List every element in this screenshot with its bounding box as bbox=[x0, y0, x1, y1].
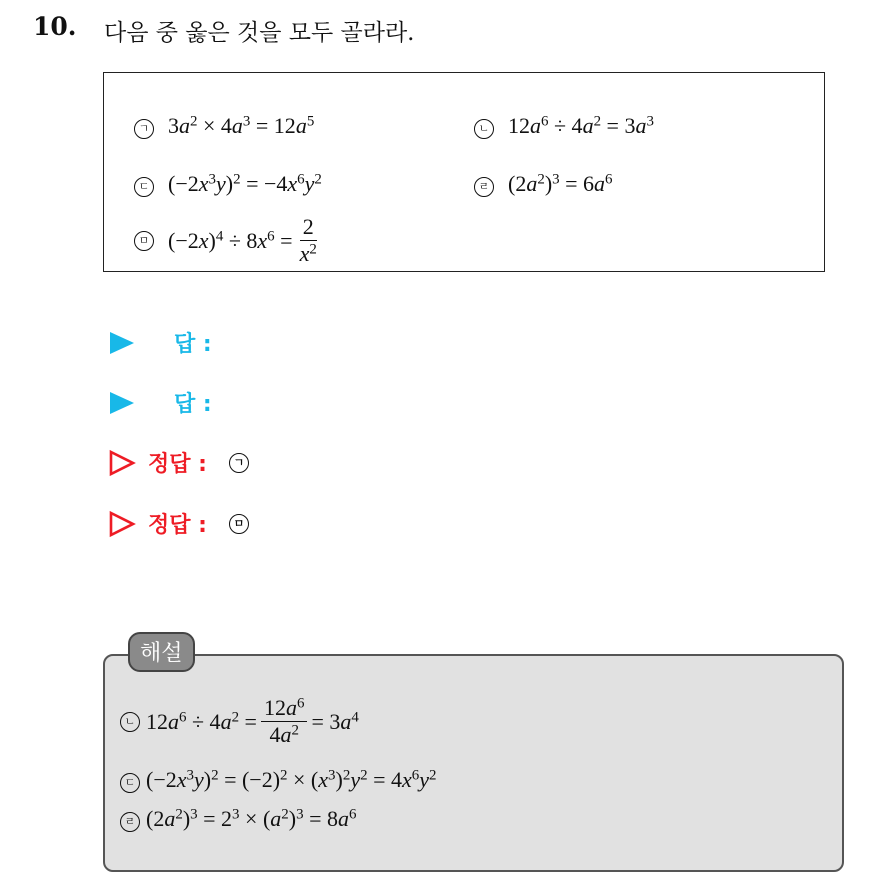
answer-row-2 bbox=[108, 387, 212, 418]
solution-line-3-text: $(2a^2)^3 = 2^3 \times (a^2)^3 = 8a^6$ bbox=[146, 806, 357, 831]
correct-answer-row-2 bbox=[108, 508, 263, 539]
choice-d-mark: ㄹ bbox=[474, 177, 494, 197]
solution-tab: 해설 bbox=[128, 632, 195, 672]
solution-line-1-text: $12a^6 \div 4a^2$ = bbox=[146, 708, 257, 734]
correct-answer-value: ㅁ bbox=[229, 514, 249, 534]
choice-e-text: $(-2x)^4 \div 8x^6$ = bbox=[168, 227, 293, 253]
correct-answer-row-1 bbox=[108, 447, 263, 478]
choice-e bbox=[134, 215, 324, 266]
choice-c bbox=[134, 171, 322, 197]
choice-d-text: $(2a^2)^3 = 6a^6$ bbox=[508, 171, 613, 196]
solution-box bbox=[103, 654, 844, 872]
choice-c-text: $(-2x^3y)^2 = -4x^6y^2$ bbox=[168, 171, 322, 196]
solution-line-1-mark: ㄴ bbox=[120, 712, 140, 732]
answer-label: 답 : bbox=[174, 332, 212, 357]
answer-row-1 bbox=[108, 327, 212, 358]
solution-line-1-fraction: $\frac{12a^6}{4a^2}$ bbox=[261, 696, 307, 747]
answer-label: 답 : bbox=[174, 392, 212, 417]
choice-c-mark: ㄷ bbox=[134, 177, 154, 197]
play-arrow-icon bbox=[110, 392, 134, 414]
correct-answer-label: 정답 : bbox=[148, 452, 207, 477]
solution-line-3 bbox=[120, 806, 356, 832]
outline-arrow-icon bbox=[108, 510, 136, 538]
solution-line-2-text: $(-2x^3y)^2 = (-2)^2 \times (x^3)^2y^2 = 4x^6y^2$ bbox=[146, 767, 437, 792]
question-number: 10. bbox=[33, 12, 77, 41]
solution-line-2-mark: ㄷ bbox=[120, 773, 140, 793]
choice-a-text: $3a^2 \times 4a^3 = 12a^5$ bbox=[168, 113, 315, 138]
solution-line-1 bbox=[120, 696, 359, 747]
choices-box bbox=[103, 72, 825, 272]
solution-line-2 bbox=[120, 767, 436, 793]
correct-answer-label: 정답 : bbox=[148, 513, 207, 538]
correct-answer-value: ㄱ bbox=[229, 453, 249, 473]
play-arrow-icon bbox=[110, 332, 134, 354]
outline-arrow-icon bbox=[108, 449, 136, 477]
choice-e-mark: ㅁ bbox=[134, 231, 154, 251]
choice-b bbox=[474, 113, 654, 139]
choice-b-mark: ㄴ bbox=[474, 119, 494, 139]
choice-e-fraction: $\frac{2}{x^2}$ bbox=[299, 214, 317, 267]
solution-line-3-mark: ㄹ bbox=[120, 812, 140, 832]
choice-b-text: $12a^6 \div 4a^2 = 3a^3$ bbox=[508, 113, 654, 138]
question-text: 다음 중 옳은 것을 모두 골라라. bbox=[104, 20, 415, 46]
choice-d bbox=[474, 171, 613, 197]
solution-line-1-result: = $3a^4$ bbox=[311, 708, 359, 734]
choice-a bbox=[134, 113, 314, 139]
choice-a-mark: ㄱ bbox=[134, 119, 154, 139]
